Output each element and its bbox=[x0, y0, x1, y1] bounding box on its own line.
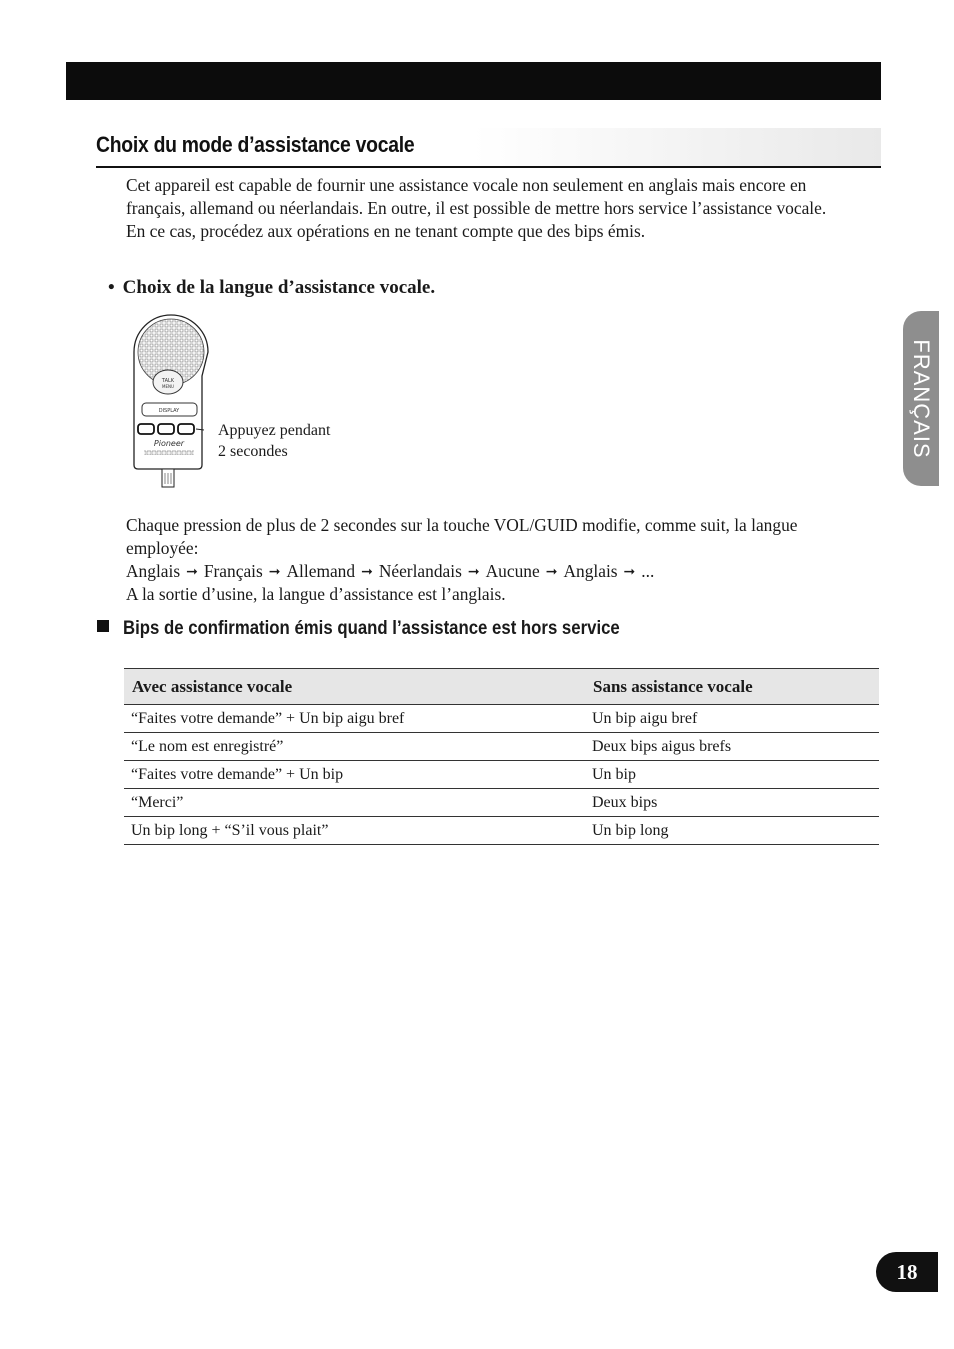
right-arrow-icon: ➞ bbox=[268, 565, 281, 580]
callout bbox=[218, 420, 330, 462]
remote-control-illustration bbox=[124, 308, 219, 498]
callout-line-1: Appuyez pendant bbox=[218, 422, 331, 439]
sequence-item: Anglais bbox=[126, 561, 181, 581]
right-arrow-icon: ➞ bbox=[467, 565, 480, 580]
table-cell: Un bip aigu bref bbox=[585, 705, 879, 733]
table-cell: “Merci” bbox=[124, 789, 585, 817]
bips-heading-text: Bips de confirmation émis quand l’assistance est hors service bbox=[123, 617, 620, 639]
table-cell: Deux bips bbox=[585, 789, 879, 817]
language-side-tab bbox=[903, 311, 939, 486]
language-side-tab-label: FRANÇAIS bbox=[909, 338, 934, 459]
sequence-item: Aucune bbox=[485, 561, 540, 581]
table-row bbox=[124, 789, 879, 817]
table-row bbox=[124, 817, 879, 845]
table-cell: Deux bips aigus brefs bbox=[585, 733, 879, 761]
language-paragraph: Chaque pression de plus de 2 secondes sur la touche VOL/GUID modifie, comme suit, la langue employée: bbox=[126, 515, 798, 558]
svg-text:TALK: TALK bbox=[161, 378, 175, 384]
right-arrow-icon: ➞ bbox=[186, 565, 198, 580]
header-bar bbox=[66, 62, 881, 100]
sub-heading bbox=[108, 277, 435, 299]
svg-text:Pioneer: Pioneer bbox=[153, 439, 185, 448]
column-header: Avec assistance vocale bbox=[124, 669, 585, 705]
language-sequence bbox=[126, 560, 654, 585]
table-row bbox=[124, 705, 879, 733]
section-title-text: Choix du mode d’assistance vocale bbox=[96, 132, 415, 157]
bips-table bbox=[124, 668, 879, 845]
sequence-item: ... bbox=[641, 561, 655, 581]
bullet: • bbox=[108, 277, 115, 298]
table-cell: Un bip long bbox=[585, 817, 879, 845]
table-cell: “Faites votre demande” + Un bip bbox=[124, 761, 585, 789]
intro-paragraph: Cet appareil est capable de fournir une assistance vocale non seulement en anglais mais encore en français, allemand ou néerlandais. En outre, il est possible de mettre hors service l’assistance vocale. En ce cas, procédez aux opérations en ne tenant compte que des bips émis. bbox=[126, 175, 827, 241]
table-header-row bbox=[124, 669, 879, 705]
sub-heading-text: Choix de la langue d’assistance vocale. bbox=[122, 277, 436, 298]
svg-text:MENU: MENU bbox=[162, 384, 174, 389]
table-row bbox=[124, 761, 879, 789]
right-arrow-icon: ➞ bbox=[623, 565, 636, 580]
table-row bbox=[124, 733, 879, 761]
svg-text:DISPLAY: DISPLAY bbox=[158, 408, 180, 414]
callout-line-2: 2 secondes bbox=[218, 443, 288, 460]
factory-note: A la sortie d’usine, la langue d’assistance est l’anglais. bbox=[126, 584, 506, 604]
column-header: Sans assistance vocale bbox=[585, 669, 879, 705]
sequence-item: Allemand bbox=[286, 561, 356, 581]
table-cell: “Le nom est enregistré” bbox=[124, 733, 585, 761]
sequence-item: Néerlandais bbox=[378, 561, 462, 581]
table-cell: Un bip bbox=[585, 761, 879, 789]
table-cell: Un bip long + “S’il vous plait” bbox=[124, 817, 585, 845]
sequence-item: Français bbox=[203, 561, 263, 581]
page-number: 18 bbox=[876, 1252, 938, 1292]
table-cell: “Faites votre demande” + Un bip aigu bref bbox=[124, 705, 585, 733]
square-bullet-icon bbox=[97, 620, 109, 632]
section-title bbox=[96, 128, 881, 168]
right-arrow-icon: ➞ bbox=[545, 565, 558, 580]
bips-heading bbox=[97, 617, 701, 640]
sequence-item: Anglais bbox=[563, 561, 618, 581]
right-arrow-icon: ➞ bbox=[361, 565, 373, 580]
